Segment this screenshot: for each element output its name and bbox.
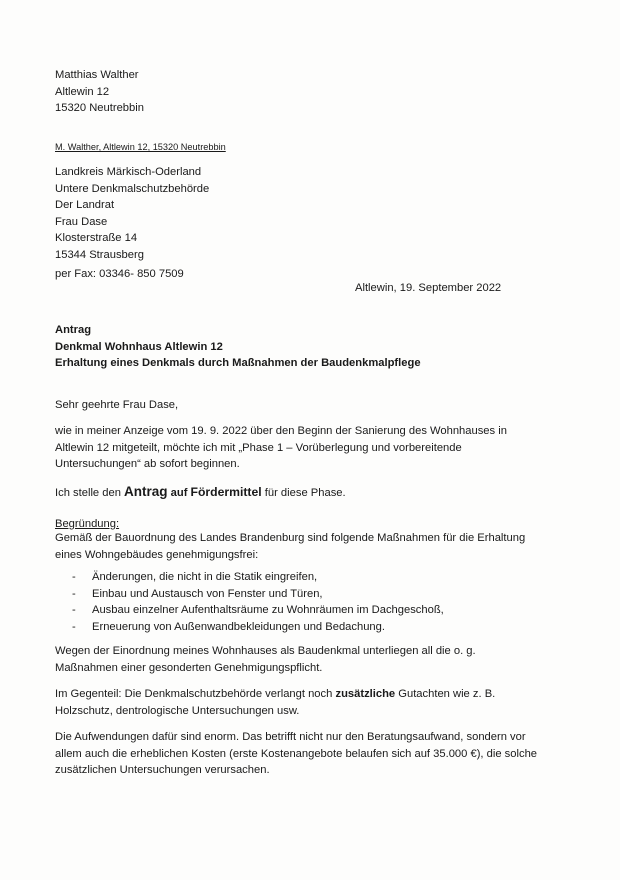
recipient-line-3: Der Landrat	[55, 199, 115, 211]
salutation: Sehr geehrte Frau Dase,	[55, 399, 179, 411]
request-post: für diese Phase.	[261, 487, 346, 499]
subject-line-3: Erhaltung eines Denkmals durch Maßnahmen der Baudenkmalpflege	[55, 357, 421, 369]
list-item	[72, 602, 444, 619]
request-word-foerdermittel: Fördermittel	[190, 485, 262, 499]
subject-line-1: Antrag	[55, 324, 92, 336]
bullet-dash: -	[72, 604, 76, 616]
list-item-text: Ausbau einzelner Aufenthaltsräume zu Wohnräumen im Dachgeschoß,	[92, 604, 444, 616]
letter-date: Altlewin, 19. September 2022	[355, 282, 502, 294]
list-item	[72, 619, 444, 636]
sender-street: Altlewin 12	[55, 85, 110, 98]
bullet-dash: -	[72, 587, 76, 600]
paragraph-contrary	[55, 686, 533, 719]
recipient-line-4: Frau Dase	[55, 215, 108, 228]
subject-block	[55, 322, 421, 372]
fax-number: per Fax: 03346- 850 7509	[55, 268, 184, 280]
recipient-line-6: 15344 Strausberg	[55, 248, 144, 261]
bullet-dash: -	[72, 620, 76, 633]
request-word-antrag: Antrag	[124, 484, 168, 499]
list-item-text: Erneuerung von Außenwandbekleidungen und Bedachung.	[92, 620, 385, 633]
contrary-pre: Im Gegenteil: Die Denkmalschutzbehörde verlangt noch	[55, 688, 336, 700]
return-address-line: M. Walther, Altlewin 12, 15320 Neutrebbin	[55, 142, 226, 152]
list-item-text: Änderungen, die nicht in die Statik eingreifen,	[92, 571, 318, 583]
subject-line-2: Denkmal Wohnhaus Altlewin 12	[55, 340, 223, 353]
sender-city: 15320 Neutrebbin	[55, 102, 144, 114]
paragraph-request	[55, 484, 535, 502]
sender-address	[55, 67, 144, 117]
recipient-line-1: Landkreis Märkisch-Oderland	[55, 166, 202, 178]
contrary-strong: zusätzliche	[335, 688, 396, 700]
request-mid: auf	[167, 487, 191, 499]
list-item-text: Einbau und Austausch von Fenster und Türen,	[92, 587, 323, 600]
recipient-address	[55, 164, 209, 263]
list-item	[72, 569, 444, 586]
contrary-post: Gutachten wie z. B. Holzschutz, dentrologische Untersuchungen usw.	[55, 688, 496, 717]
paragraph-costs: Die Aufwendungen dafür sind enorm. Das betrifft nicht nur den Beratungsaufwand, sondern vor allem auch die erheblichen Kosten (erste Kostenangebote belaufen sich auf 35.000 €), die solche zusätzlichen Untersuchungen verursachen.	[55, 731, 538, 776]
sender-name: Matthias Walther	[55, 69, 139, 81]
paragraph-classification: Wegen der Einordnung meines Wohnhauses als Baudenkmal unterliegen all die o. g. Maßnahmen einer gesonderten Genehmigungspflicht.	[55, 645, 476, 674]
list-item	[72, 586, 444, 603]
recipient-line-5: Klosterstraße 14	[55, 232, 138, 244]
recipient-line-2: Untere Denkmalschutzbehörde	[55, 182, 210, 195]
bullet-dash: -	[72, 571, 76, 583]
reason-heading: Begründung:	[55, 518, 120, 530]
measures-list	[72, 569, 444, 635]
reason-text: Gemäß der Bauordnung des Landes Brandenburg sind folgende Maßnahmen für die Erhaltung eines Wohngebäudes genehmigungsfrei:	[55, 532, 526, 561]
paragraph-intro: wie in meiner Anzeige vom 19. 9. 2022 über den Beginn der Sanierung des Wohnhauses in Altlewin 12 mitgeteilt, möchte ich mit „Phase 1 – Vorüberlegung und vorbereitende Untersuchungen“ ab sofort beginnen.	[55, 425, 507, 470]
request-pre: Ich stelle den	[55, 487, 125, 499]
